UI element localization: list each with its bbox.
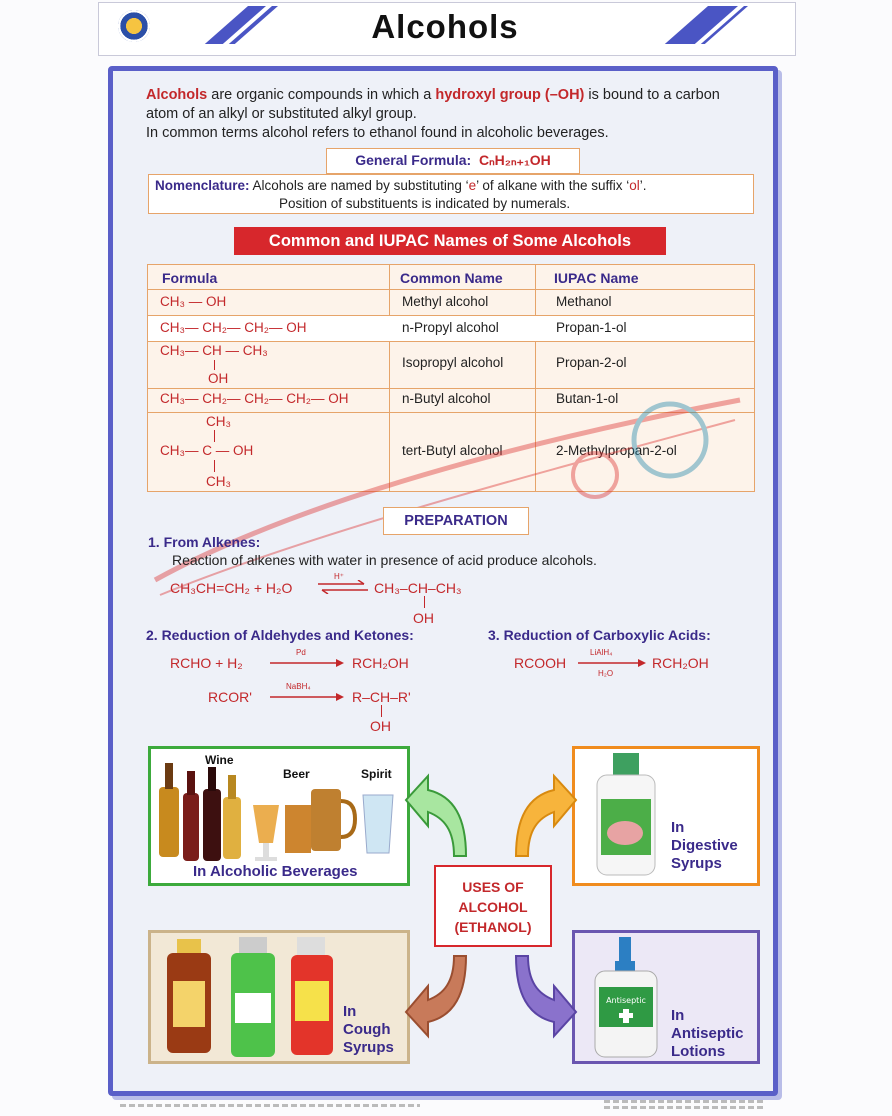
table-row-iupac: Propan-1-ol xyxy=(556,320,627,335)
nomenclature-ol: ol xyxy=(629,178,640,193)
antiseptic-photo xyxy=(572,930,760,1064)
reaction-arrow xyxy=(578,658,646,668)
cough-caption xyxy=(343,1003,394,1057)
rxn2-condition: Pd xyxy=(296,648,306,657)
bond-line xyxy=(381,705,382,717)
nomenclature-text-b: ’ of alkane with the suffix ‘ xyxy=(476,178,630,193)
table-row-formula: CH₃— CH — CH₃ xyxy=(160,343,268,358)
table-divider xyxy=(147,341,755,342)
uses-of-alcohol-box xyxy=(434,865,552,947)
rxn1-rhs-sub: OH xyxy=(413,610,434,626)
rxn3-condition: NaBH₄ xyxy=(286,682,311,691)
rxn2-rhs: RCH₂OH xyxy=(352,655,409,671)
section-reduction-aldehydes-title: 2. Reduction of Aldehydes and Ketones: xyxy=(146,627,414,643)
table-row-common: Isopropyl alcohol xyxy=(402,355,504,370)
rxn3-rhs: R–CH–R' xyxy=(352,689,411,705)
intro-line1-end: is bound to a carbon xyxy=(584,87,720,103)
beverages-photo xyxy=(148,746,410,886)
antiseptic-bottle-label: Antiseptic xyxy=(606,996,646,1005)
rxn1-condition: H⁺ xyxy=(334,572,344,581)
nomenclature-text-a: Alcohols are named by substituting ‘ xyxy=(249,178,469,193)
reaction-arrow xyxy=(270,692,344,702)
spirit-label: Spirit xyxy=(361,767,392,781)
table-row-formula-top: CH₃ xyxy=(206,414,231,429)
section-from-alkenes-desc: Reaction of alkenes with water in presence of acid produce alcohols. xyxy=(172,552,597,568)
uses-center-line: ALCOHOL xyxy=(458,899,528,915)
preparation-heading: PREPARATION xyxy=(383,507,529,535)
table-row-iupac: Butan-1-ol xyxy=(556,391,619,406)
digestive-syrup-bottle xyxy=(575,749,665,883)
table-divider xyxy=(147,289,755,290)
rxn1-lhs: CH₃CH=CH₂ + H₂O xyxy=(170,580,293,596)
arrow-to-antiseptic-icon xyxy=(508,954,578,1040)
publisher-logo xyxy=(118,10,150,42)
cough-caption-line: Cough xyxy=(343,1021,391,1038)
footer-fineprint-right xyxy=(604,1106,764,1109)
bond-line xyxy=(214,360,215,370)
table-row-formula-sub: OH xyxy=(208,371,229,386)
table-row-common: tert-Butyl alcohol xyxy=(402,443,503,458)
table-title: Common and IUPAC Names of Some Alcohols xyxy=(234,227,666,255)
general-formula-box xyxy=(326,148,580,174)
table-header-common: Common Name xyxy=(400,270,503,286)
antiseptic-bottle xyxy=(575,933,671,1061)
nomenclature-line2: Position of substituents is indicated by numerals. xyxy=(279,196,571,211)
rxn3-lhs: RCOR' xyxy=(208,689,252,705)
rxn1-rhs: CH₃–CH–CH₃ xyxy=(374,580,462,596)
cough-caption-line: Syrups xyxy=(343,1039,394,1056)
footer-fineprint-left xyxy=(120,1104,420,1107)
antiseptic-caption-line: Antiseptic xyxy=(671,1025,744,1042)
general-formula-value: CₙH₂ₙ₊₁OH xyxy=(478,152,551,168)
intro-line2: atom of an alkyl or substituted alkyl group. xyxy=(146,106,417,122)
section-reduction-acids-title: 3. Reduction of Carboxylic Acids: xyxy=(488,627,711,643)
footer-fineprint-right xyxy=(604,1100,764,1103)
uses-center-line: (ETHANOL) xyxy=(454,919,532,935)
wine-label: Wine xyxy=(205,753,234,767)
rxn4-lhs: RCOOH xyxy=(514,655,567,671)
nomenclature-e: e xyxy=(468,178,477,193)
antiseptic-caption xyxy=(671,1007,744,1061)
table-row-iupac: 2-Methylpropan-2-ol xyxy=(556,443,677,458)
table-row-iupac: Propan-2-ol xyxy=(556,355,627,370)
beverages-caption: In Alcoholic Beverages xyxy=(193,863,358,880)
table-row-formula: CH₃— CH₂— CH₂— CH₂— OH xyxy=(160,391,349,406)
nomenclature-text-c: ’. xyxy=(639,178,647,193)
beer-label: Beer xyxy=(283,767,310,781)
rxn4-condition-bottom: H₂O xyxy=(598,669,614,678)
intro-hydroxyl: hydroxyl group (–OH) xyxy=(435,87,585,103)
rxn4-rhs: RCH₂OH xyxy=(652,655,709,671)
general-formula-label: General Formula: xyxy=(355,152,472,168)
digestive-caption xyxy=(671,819,738,873)
digestive-caption-line: In xyxy=(671,819,685,836)
table-row-formula: CH₃— C — OH xyxy=(160,443,254,458)
reaction-arrow xyxy=(270,658,344,668)
table-row-formula: CH₃— CH₂— CH₂— OH xyxy=(160,320,307,335)
intro-text xyxy=(146,86,766,143)
intro-line3: In common terms alcohol refers to ethanol found in alcoholic beverages. xyxy=(146,125,609,141)
digestive-caption-line: Digestive xyxy=(671,837,738,854)
cough-syrup-photo xyxy=(148,930,410,1064)
nomenclature-box xyxy=(148,174,754,214)
digestive-syrup-photo xyxy=(572,746,760,886)
intro-lead-term: Alcohols xyxy=(146,87,208,103)
table-row-formula: CH₃ — OH xyxy=(160,294,227,309)
table-row-common: n-Butyl alcohol xyxy=(402,391,491,406)
arrow-to-digestive-icon xyxy=(508,772,578,860)
digestive-caption-line: Syrups xyxy=(671,855,722,872)
antiseptic-caption-line: In xyxy=(671,1007,685,1024)
arrow-to-cough-icon xyxy=(404,954,474,1040)
bond-line xyxy=(424,596,425,608)
page-title: Alcohols xyxy=(371,8,519,45)
uses-center-line: USES OF xyxy=(462,879,524,895)
cough-syrup-bottles xyxy=(151,933,341,1061)
arrow-to-beverages-icon xyxy=(404,772,474,860)
equilibrium-arrow xyxy=(318,580,368,594)
rxn2-lhs: RCHO + H₂ xyxy=(170,655,243,671)
table-row-formula-sub: CH₃ xyxy=(206,474,231,489)
rxn4-condition-top: LiAlH₄ xyxy=(590,648,613,657)
antiseptic-caption-line: Lotions xyxy=(671,1043,726,1060)
cough-caption-line: In xyxy=(343,1003,357,1020)
intro-line1-mid: are organic compounds in which a xyxy=(207,87,436,103)
table-row-common: n-Propyl alcohol xyxy=(402,320,499,335)
table-header-iupac: IUPAC Name xyxy=(554,270,639,286)
section-from-alkenes-title: 1. From Alkenes: xyxy=(148,534,261,550)
nomenclature-label: Nomenclature: xyxy=(155,178,250,193)
table-header-formula: Formula xyxy=(162,270,218,286)
table-row-common: Methyl alcohol xyxy=(402,294,489,309)
table-row-iupac: Methanol xyxy=(556,294,612,309)
rxn3-rhs-sub: OH xyxy=(370,718,391,734)
